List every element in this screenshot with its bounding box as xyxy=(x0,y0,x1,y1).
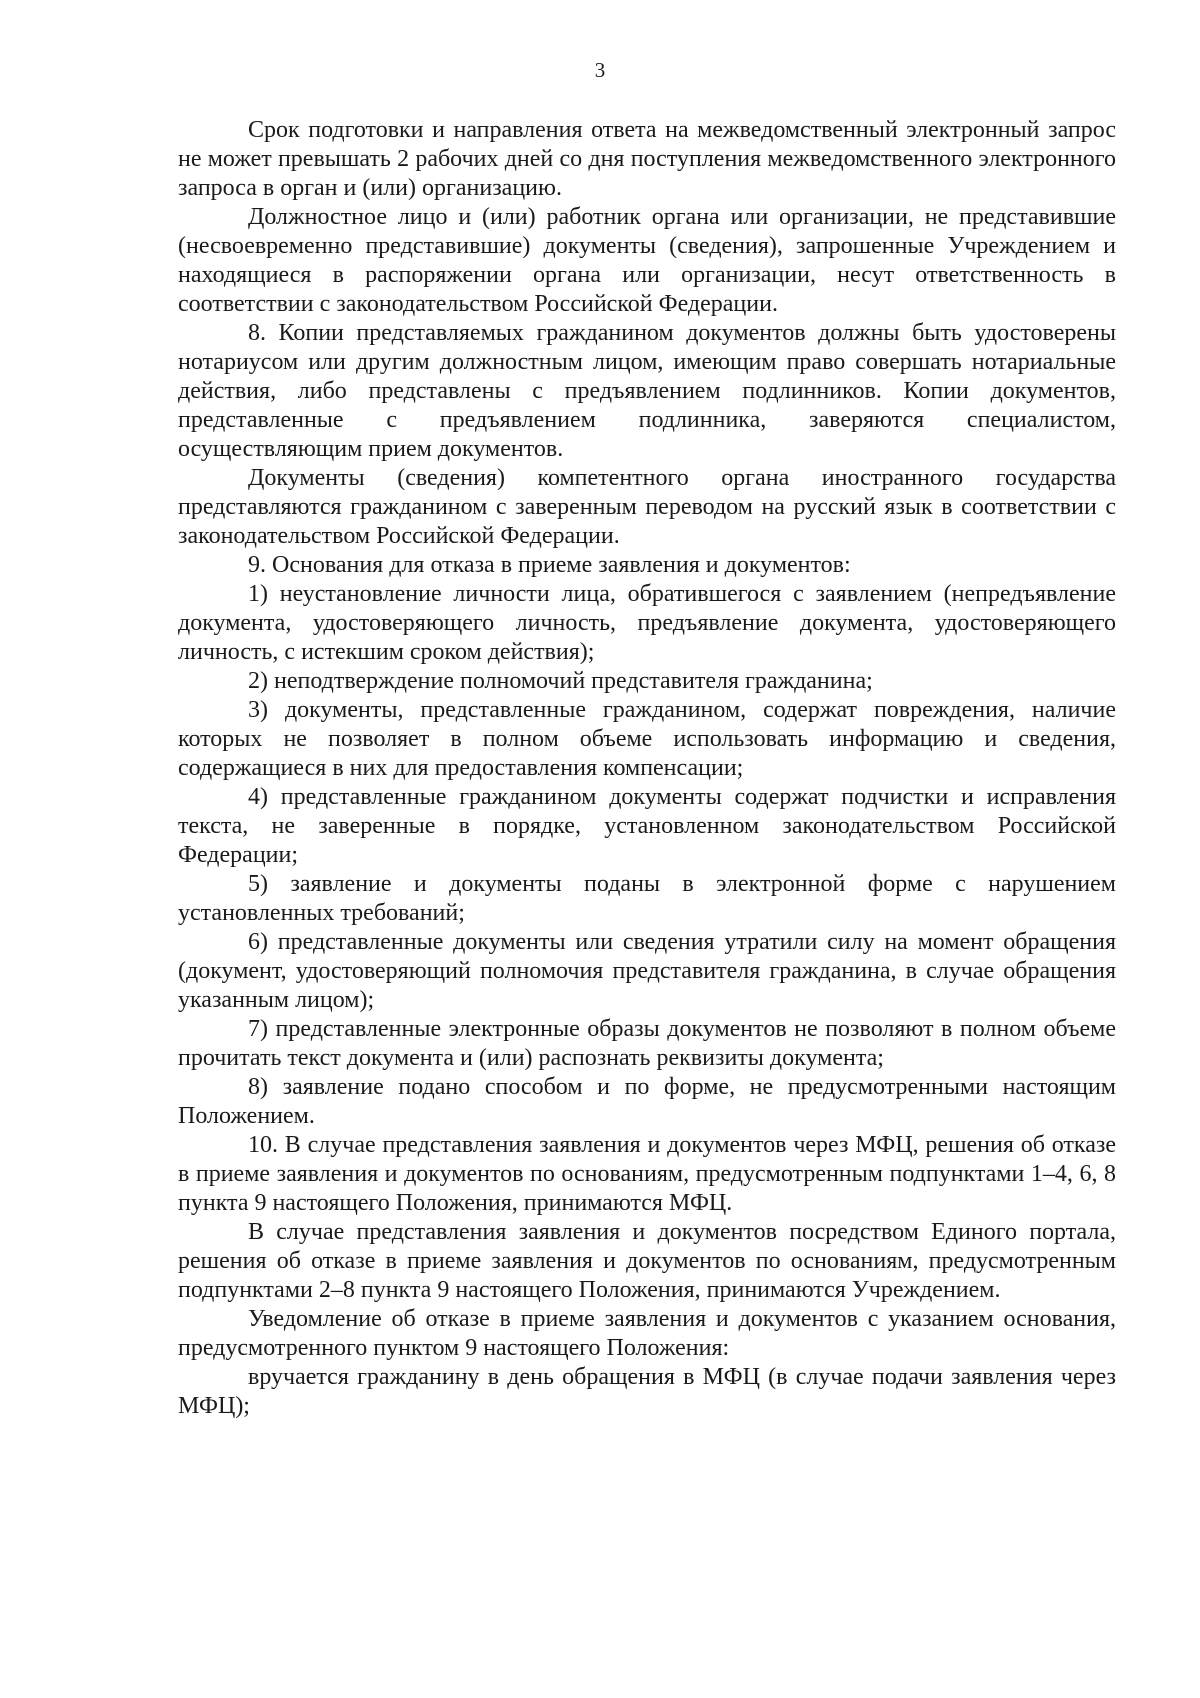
paragraph-item-9-7: 7) представленные электронные образы документов не позволяют в полном объеме прочитать текст документа и (или) распознать реквизиты документа; xyxy=(178,1016,1116,1071)
paragraph-item-8-copies: 8. Копии представляемых гражданином документов должны быть удостоверены нотариусом или другим должностным лицом, имеющим право совершать нотариальные действия, либо представлены с предъявлением подлинников. Копии документов, представленные с предъявлением подлинника, заверяются специалистом, осуществляющим прием документов. xyxy=(178,320,1116,462)
paragraph-item-10-portal: В случае представления заявления и документов посредством Единого портала, решения об отказе в приеме заявления и документов по основаниям, предусмотренным подпунктами 2–8 пункта 9 настоящего Положения, принимаются Учреждением. xyxy=(178,1219,1116,1303)
paragraph-notice-delivery: вручается гражданину в день обращения в МФЦ (в случае подачи заявления через МФЦ); xyxy=(178,1364,1116,1419)
page-number: 3 xyxy=(594,58,606,82)
paragraph-item-9-4: 4) представленные гражданином документы содержат подчистки и исправления текста, не заверенные в порядке, установленном законодательством Российской Федерации; xyxy=(178,784,1116,868)
paragraph-refusal-notice: Уведомление об отказе в приеме заявления и документов с указанием основания, предусмотренного пунктом 9 настоящего Положения: xyxy=(178,1306,1116,1361)
paragraph-item-10-mfc: 10. В случае представления заявления и документов через МФЦ, решения об отказе в приеме заявления и документов по основаниям, предусмотренным подпунктами 1–4, 6, 8 пункта 9 настоящего Положения, принимаются МФЦ. xyxy=(178,1132,1116,1216)
document-body xyxy=(178,116,1116,1421)
paragraph-item-9-1: 1) неустановление личности лица, обратившегося с заявлением (непредъявление документа, удостоверяющего личность, предъявление документа, удостоверяющего личность, с истекшим сроком действия); xyxy=(178,581,1116,665)
paragraph-official-responsibility: Должностное лицо и (или) работник органа или организации, не представившие (несвоевременно представившие) документы (сведения), запрошенные Учреждением и находящиеся в распоряжении органа или организации, несут ответственность в соответствии с законодательством Российской Федерации. xyxy=(178,204,1116,317)
paragraph-response-deadline: Срок подготовки и направления ответа на межведомственный электронный запрос не может превышать 2 рабочих дней со дня поступления межведомственного электронного запроса в орган и (или) организацию. xyxy=(178,117,1116,201)
paragraph-item-9-2: 2) неподтверждение полномочий представителя гражданина; xyxy=(248,668,873,694)
paragraph-item-9-5: 5) заявление и документы поданы в электронной форме с нарушением установленных требований; xyxy=(178,871,1116,926)
paragraph-item-9-6: 6) представленные документы или сведения утратили силу на момент обращения (документ, удостоверяющий полномочия представителя гражданина, в случае обращения указанным лицом); xyxy=(178,929,1116,1013)
paragraph-item-9-8: 8) заявление подано способом и по форме, не предусмотренными настоящим Положением. xyxy=(178,1074,1116,1129)
paragraph-item-9-3: 3) документы, представленные гражданином, содержат повреждения, наличие которых не позволяет в полном объеме использовать информацию и сведения, содержащиеся в них для предоставления компенсации; xyxy=(178,697,1116,781)
paragraph-foreign-documents: Документы (сведения) компетентного органа иностранного государства представляются гражданином с заверенным переводом на русский язык в соответствии с законодательством Российской Федерации. xyxy=(178,465,1116,549)
paragraph-item-9-heading: 9. Основания для отказа в приеме заявления и документов: xyxy=(248,552,851,578)
